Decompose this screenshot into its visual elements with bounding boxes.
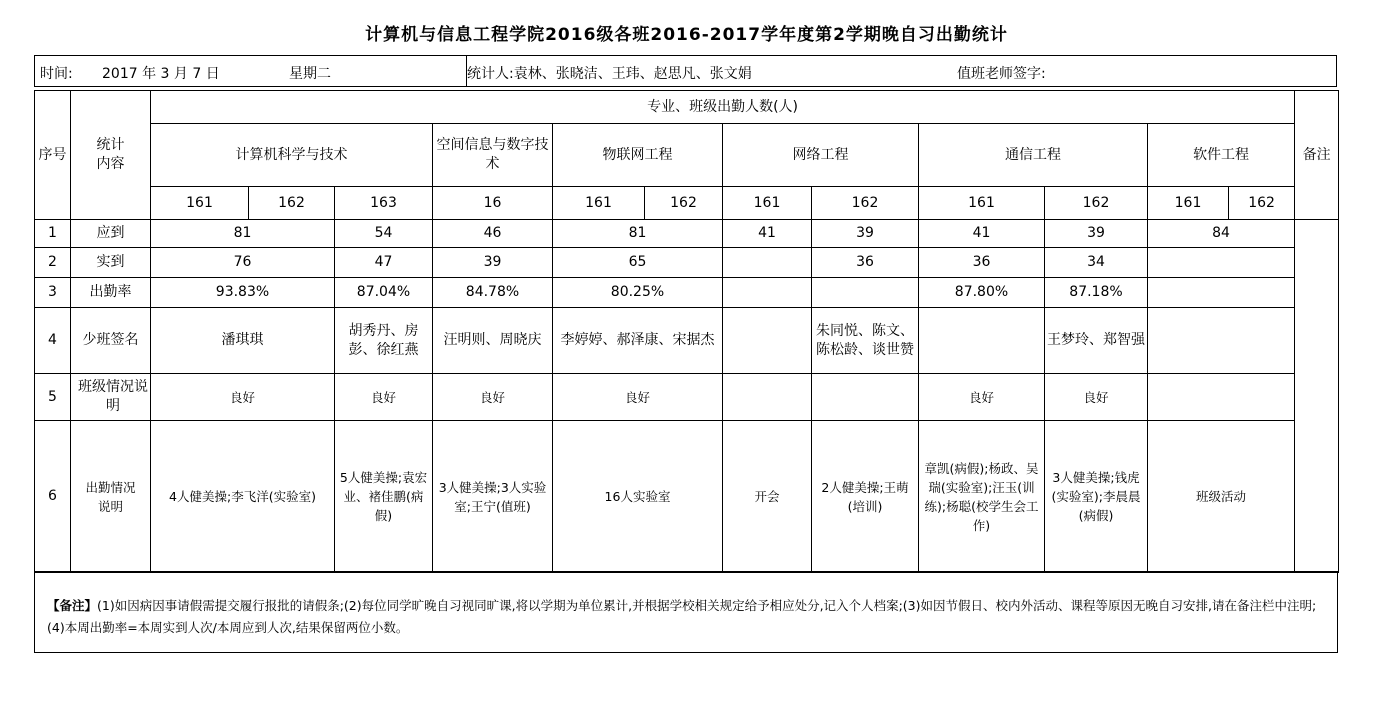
major-spatial: 空间信息与数字技术 — [433, 124, 553, 187]
time-label: 时间: — [40, 66, 73, 82]
class-cs-162: 162 — [249, 187, 335, 220]
table-row: 5 班级情况说明 良好 良好 良好 良好 良好 良好 — [35, 374, 1339, 421]
major-network: 网络工程 — [723, 124, 919, 187]
class-sw-162: 162 — [1229, 187, 1295, 220]
table-row: 1 应到 81 54 46 81 41 39 41 39 84 — [35, 220, 1339, 248]
class-net-161: 161 — [723, 187, 812, 220]
header-seq: 序号 — [35, 91, 71, 220]
class-cs-163: 163 — [335, 187, 433, 220]
stat-people: 统计人:袁林、张晓洁、王玮、赵思凡、张文娟 — [467, 66, 752, 82]
major-software: 软件工程 — [1148, 124, 1295, 187]
table-row: 2 实到 76 47 39 65 36 36 34 — [35, 248, 1339, 278]
weekday-value: 星期二 — [289, 66, 331, 82]
class-iot-162: 162 — [645, 187, 723, 220]
teacher-sign: 值班老师签字: — [957, 66, 1046, 82]
class-sp-16: 16 — [433, 187, 553, 220]
class-cs-161: 161 — [151, 187, 249, 220]
footer-note — [34, 571, 1338, 653]
attendance-table — [34, 90, 1339, 573]
header-group: 专业、班级出勤人数(人) — [151, 91, 1295, 124]
table-row: 4 少班签名 潘琪琪 胡秀丹、房彭、徐红燕 汪明则、周晓庆 李婷婷、郝泽康、宋据杰 朱同悦、陈文、陈松龄、谈世赞 王梦玲、郑智强 — [35, 308, 1339, 374]
major-comm: 通信工程 — [919, 124, 1148, 187]
class-sw-161: 161 — [1148, 187, 1229, 220]
info-bar — [34, 55, 1337, 87]
table-row: 3 出勤率 93.83% 87.04% 84.78% 80.25% 87.80% 87.18% — [35, 278, 1339, 308]
major-cs: 计算机科学与技术 — [151, 124, 433, 187]
note-label: 【备注】 — [47, 598, 98, 613]
note-text: (1)如因病因事请假需提交履行报批的请假条;(2)每位同学旷晚自习视同旷课,将以学期为单位累计,并根据学校相关规定给予相应处分,记入个人档案;(3)如因节假日、校内外活动、课程等原因无晚自习安排,请在备注栏中注明;(4)本周出勤率=本周实到人次/本周应到人次,结果保留两位小数。 — [47, 598, 1317, 635]
class-net-162: 162 — [812, 187, 919, 220]
date-value: 2017 年 3 月 7 日 — [102, 66, 220, 82]
header-remark: 备注 — [1295, 91, 1339, 220]
page-title: 计算机与信息工程学院2016级各班2016-2017学年度第2学期晚自习出勤统计 — [365, 25, 1008, 45]
table-row: 6 出勤情况说明 4人健美操;李飞洋(实验室) 5人健美操;袁宏业、褚佳鹏(病假) 3人健美操;3人实验室;王宁(值班) 16人实验室 开会 2人健美操;王萌(培训) 章凯(病假);杨政、吴瑞(实验室);汪玉(训练);杨聪(校学生会工作) 3人健美操;钱虎(实验室);李晨晨(病假) 班级活动 — [35, 421, 1339, 573]
header-content: 统计内容 — [71, 91, 151, 220]
class-com-161: 161 — [919, 187, 1045, 220]
class-com-162: 162 — [1045, 187, 1148, 220]
remark-cell — [1295, 220, 1339, 573]
class-iot-161: 161 — [553, 187, 645, 220]
major-iot: 物联网工程 — [553, 124, 723, 187]
